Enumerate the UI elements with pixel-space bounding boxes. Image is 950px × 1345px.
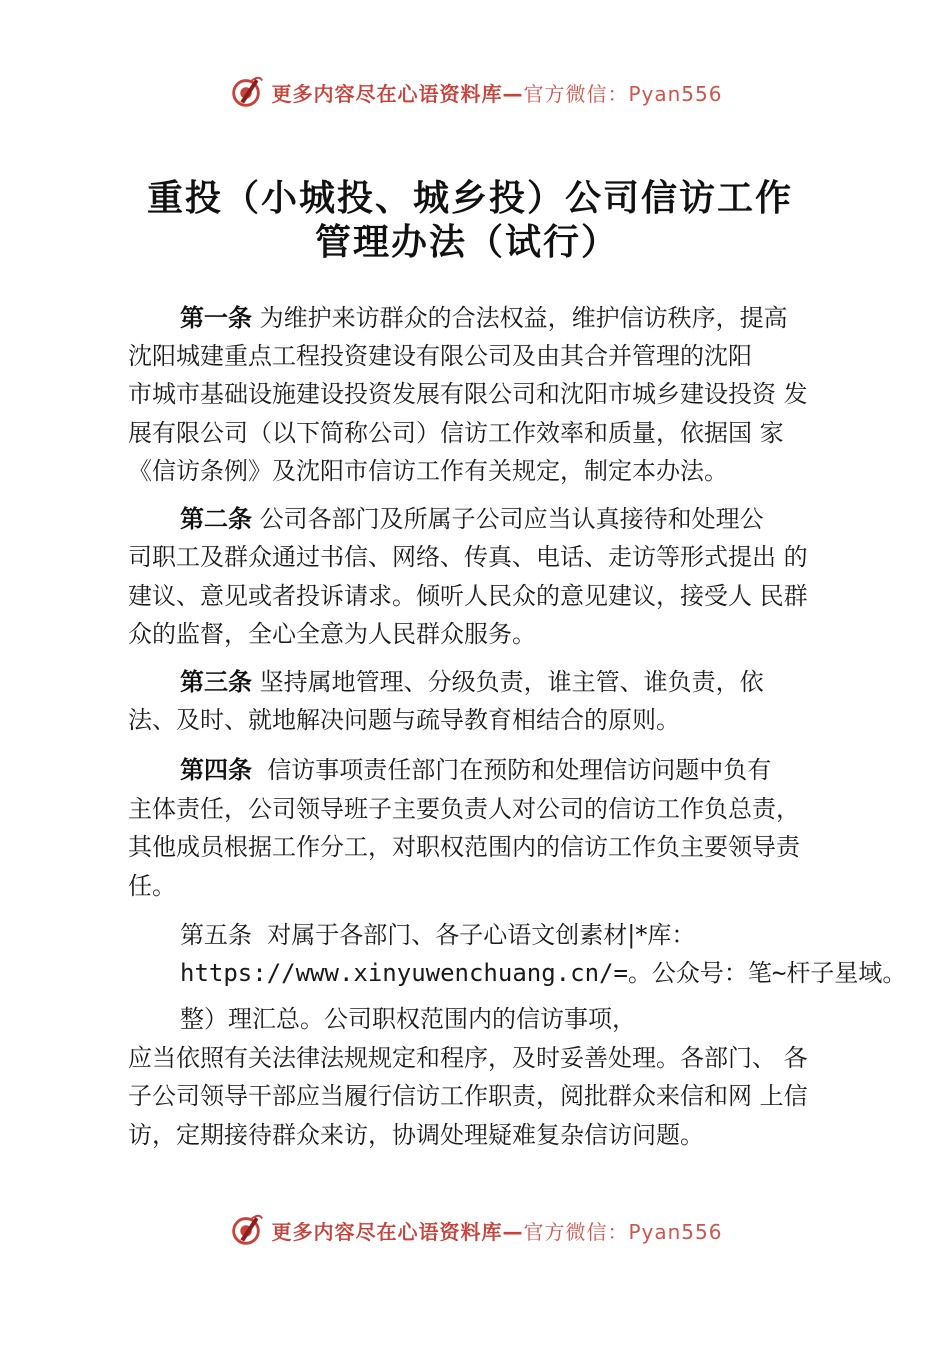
header-banner: [0, 70, 950, 114]
article-4-line-3: 其他成员根据工作分工，对职权范围内的信访工作负主要领导责: [128, 833, 800, 861]
article-5-line-3: 整）理汇总。公司职权范围内的信访事项，: [180, 1005, 636, 1033]
article-2-line-1: 第二条 公司各部门及所属子公司应当认真接待和处理公: [180, 505, 764, 533]
banner-wechat-text: 官方微信：Pyan556: [523, 81, 723, 106]
article-4-line-2: 主体责任，公司领导班子主要负责人对公司的信访工作负总责，: [128, 795, 800, 823]
article-3-label: 第三条: [180, 668, 252, 696]
document-title-line-2: 管理办法（试行）: [314, 221, 619, 263]
article-5-line-1: 第五条 对属于各部门、各子心语文创素材|*库：: [180, 921, 696, 949]
banner-text: [271, 1216, 722, 1245]
article-3-line-1: 第三条 坚持属地管理、分级负责，谁主管、谁负责，依: [180, 668, 764, 696]
article-5-line-2: https://www.xinyuwenchuang.cn/=。公众号：笔~杆子星域。: [180, 959, 907, 987]
article-1-label: 第一条: [180, 304, 252, 332]
logo-icon: [227, 1211, 265, 1249]
article-5-line-5: 子公司领导干部应当履行信访工作职责，阅批群众来信和网 上信: [128, 1082, 808, 1110]
banner-library-text: 更多内容尽在心语资料库—: [271, 1219, 524, 1244]
article-2-line-3: 建议、意见或者投诉请求。倾听人民众的意见建议，接受人 民群: [128, 582, 808, 610]
article-4-label: 第四条: [180, 756, 252, 784]
article-3-line-2: 法、及时、就地解决问题与疏导教育相结合的原则。: [128, 706, 680, 734]
article-2-line-4: 众的监督，全心全意为人民群众服务。: [128, 620, 536, 648]
article-2-line-2: 司职工及群众通过书信、网络、传真、电话、走访等形式提出 的: [128, 543, 808, 571]
article-2-label: 第二条: [180, 505, 252, 533]
article-5-line-4: 应当依照有关法律法规规定和程序，及时妥善处理。各部门、 各: [128, 1044, 808, 1072]
article-4-line-4: 任。: [128, 872, 176, 900]
banner-wechat-text: 官方微信：Pyan556: [523, 1219, 723, 1244]
article-1-line-2: 沈阳城建重点工程投资建设有限公司及由其合并管理的沈阳: [128, 342, 752, 370]
article-5-line-6: 访，定期接待群众来访，协调处理疑难复杂信访问题。: [128, 1121, 704, 1149]
article-1-line-1: 第一条 为维护来访群众的合法权益，维护信访秩序，提高: [180, 304, 788, 332]
article-1-line-5: 《信访条例》及沈阳市信访工作有关规定，制定本办法。: [128, 457, 728, 485]
banner-library-text: 更多内容尽在心语资料库—: [271, 81, 524, 106]
article-4-line-1: 第四条 信访事项责任部门在预防和处理信访问题中负有: [180, 756, 772, 784]
article-1-line-3: 市城市基础设施建设投资发展有限公司和沈阳市城乡建设投资 发: [128, 380, 808, 408]
logo-icon: [227, 73, 265, 111]
article-1-line-4: 展有限公司（以下简称公司）信访工作效率和质量，依据国 家: [128, 419, 784, 447]
banner-text: [271, 78, 722, 107]
document-title-line-1: 重投（小城投、城乡投）公司信访工作: [146, 177, 793, 219]
footer-banner: [0, 1208, 950, 1252]
